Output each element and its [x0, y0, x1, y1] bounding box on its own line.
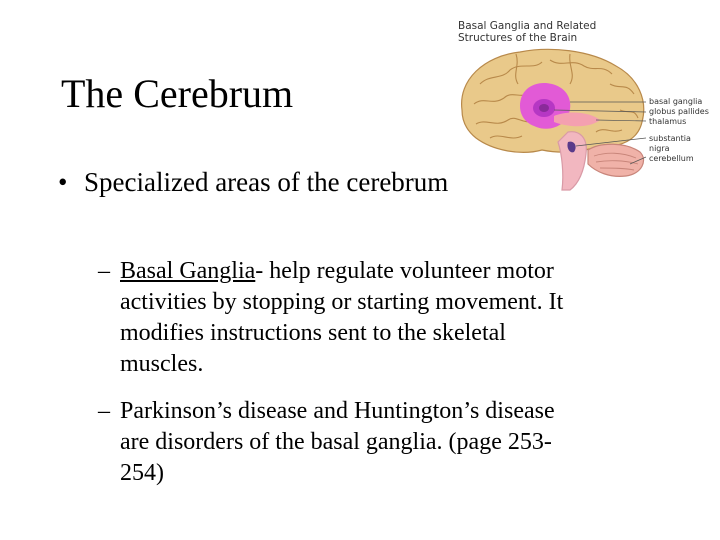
slide-title: The Cerebrum: [61, 71, 294, 116]
sub1-line-2: activities by stopping or starting movement. It: [120, 289, 564, 315]
figure-title-line-2: Structures of the Brain: [458, 32, 578, 44]
label-nigra: nigra: [649, 144, 670, 153]
label-substantia: substantia: [649, 134, 691, 143]
brainstem-shape: [558, 132, 586, 190]
sub2-line-3: 254): [120, 460, 164, 486]
globus-center: [539, 104, 549, 112]
bullet-item: [58, 164, 448, 200]
figure-title-line-1: Basal Ganglia and Related: [458, 20, 597, 32]
dash-marker: –: [98, 398, 110, 424]
label-thalamus: thalamus: [649, 117, 687, 126]
sub2-line-1: Parkinson’s disease and Huntington’s disease: [120, 398, 555, 424]
basal-ganglia-term: Basal Ganglia: [120, 258, 256, 284]
brain-figure: [450, 14, 720, 204]
sub-bullet-body: [98, 396, 658, 489]
bullet-marker: •: [58, 167, 68, 197]
label-cerebellum: cerebellum: [649, 154, 694, 163]
sub-bullet-diseases: [98, 396, 658, 489]
label-basal-ganglia: basal ganglia: [649, 97, 703, 106]
sub-bullet-basal-ganglia: [98, 256, 658, 380]
sub-bullet-body: [98, 256, 658, 380]
sub1-line-4: muscles.: [120, 351, 204, 377]
label-globus-pallides: globus pallides: [649, 107, 709, 116]
sub1-line-1: - help regulate volunteer motor: [255, 258, 554, 284]
sub1-line-3: modifies instructions sent to the skeletal: [120, 320, 506, 346]
dash-marker: –: [98, 258, 110, 284]
bullet-text: Specialized areas of the cerebrum: [84, 167, 449, 197]
sub2-line-2: are disorders of the basal ganglia. (page 253-: [120, 429, 552, 455]
